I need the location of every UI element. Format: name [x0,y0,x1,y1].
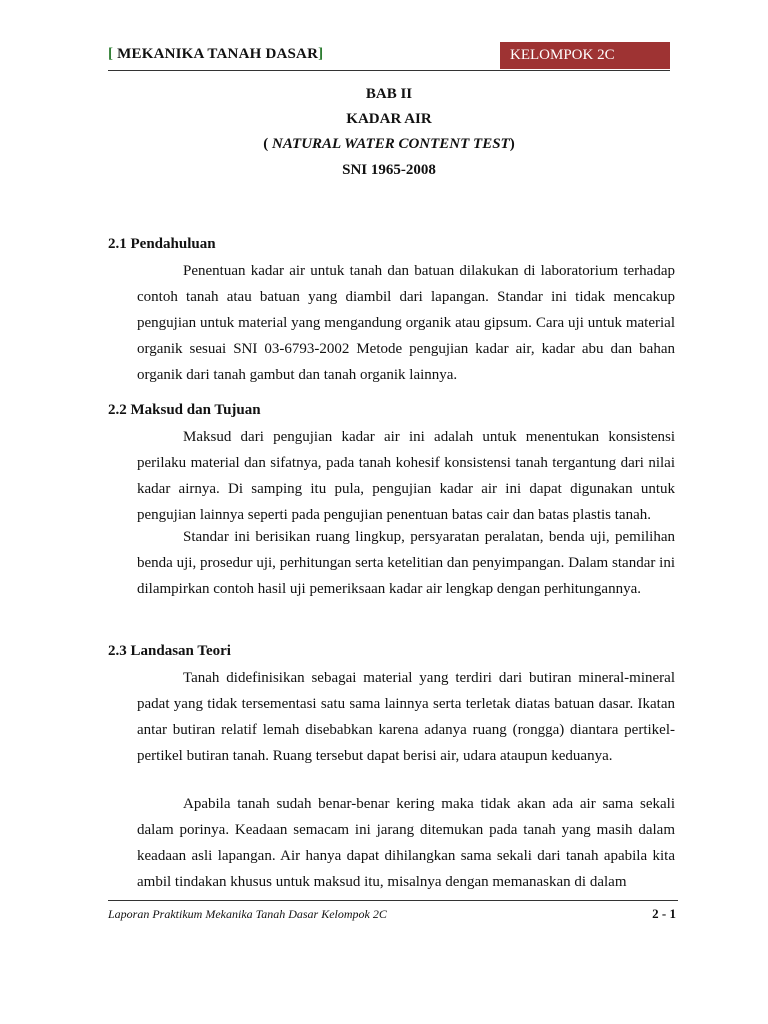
section-heading: 2.2 Maksud dan Tujuan [108,402,261,418]
paragraph [137,424,675,528]
footer-report-title: Laporan Praktikum Mekanika Tanah Dasar Kelompok 2C [108,907,387,921]
header-divider [108,70,670,71]
paragraph-text: Apabila tanah sudah benar-benar kering maka tidak akan ada air sama sekali dalam porinya. Keadaan semacam ini jarang ditemukan pada tanah yang masih dalam keadaan asli lapangan. Air hanya dapat dihilangkan sama sekali dari tanah apabila kita ambil tindakan khusus untuk maksud itu, misalnya dengan memanaskan di dalam [137,796,675,890]
header-bracket-open: [ [108,46,114,62]
page-header [108,42,670,70]
section-heading: 2.1 Pendahuluan [108,236,216,252]
header-title: MEKANIKA TANAH DASAR [113,46,319,62]
header-group-badge: KELOMPOK 2C [500,42,670,69]
chapter-subtitle [108,136,670,153]
paragraph-text: Penentuan kadar air untuk tanah dan batuan dilakukan di laboratorium terhadap contoh tanah atau batuan yang diambil dari lapangan. Standar ini tidak mencakup pengujian untuk material yang mengandung organik atau gipsum. Cara uji untuk material organik sesuai SNI 03-6793-2002 Metode pengujian kadar air, kadar abu dan bahan organik dari tanah gambut dan tanah organik lainnya. [137,263,675,383]
paragraph-text: Maksud dari pengujian kadar air ini adalah untuk menentukan konsistensi perilaku material dan sifatnya, pada tanah kohesif konsistensi tanah tergantung dari nilai kadar airnya. Di samping itu pula, pengujian kadar air ini dapat digunakan untuk pengujian lainnya seperti pada pengujian penentuan batas cair dan batas plastis tanah. [137,429,675,523]
chapter-title: KADAR AIR [346,111,432,127]
paragraph-text: Tanah didefinisikan sebagai material yang terdiri dari butiran mineral-mineral padat yang tidak tersementasi satu sama lainnya serta terletak diatas batuan dasar. Ikatan antar butiran relatif lemah disebabkan karena adanya ruang (rongga) diantara pertikel-pertikel butiran tanah. Ruang tersebut dapat berisi air, udara ataupun keduanya. [137,670,675,764]
chapter-subtitle-close: ) [509,136,515,152]
header-bracket-close: ] [318,46,324,62]
footer-divider [108,900,678,901]
page-number: 2 - 1 [652,906,676,921]
paragraph [137,258,675,388]
paragraph-text: Standar ini berisikan ruang lingkup, persyaratan peralatan, benda uji, pemilihan benda uji, prosedur uji, perhitungan serta ketelitian dan penyimpangan. Dalam standar ini dilampirkan contoh hasil uji pemeriksaan kadar air lengkap dengan perhitungannya. [137,529,675,597]
paragraph [137,791,675,895]
paragraph [137,524,675,602]
chapter-number: BAB II [365,86,413,102]
header-course-title [108,46,323,63]
chapter-standard: SNI 1965-2008 [342,162,436,178]
chapter-subtitle-open: ( [263,136,273,152]
section-heading: 2.3 Landasan Teori [108,643,231,659]
chapter-subtitle-text: NATURAL WATER CONTENT TEST [272,136,510,152]
paragraph [137,665,675,769]
